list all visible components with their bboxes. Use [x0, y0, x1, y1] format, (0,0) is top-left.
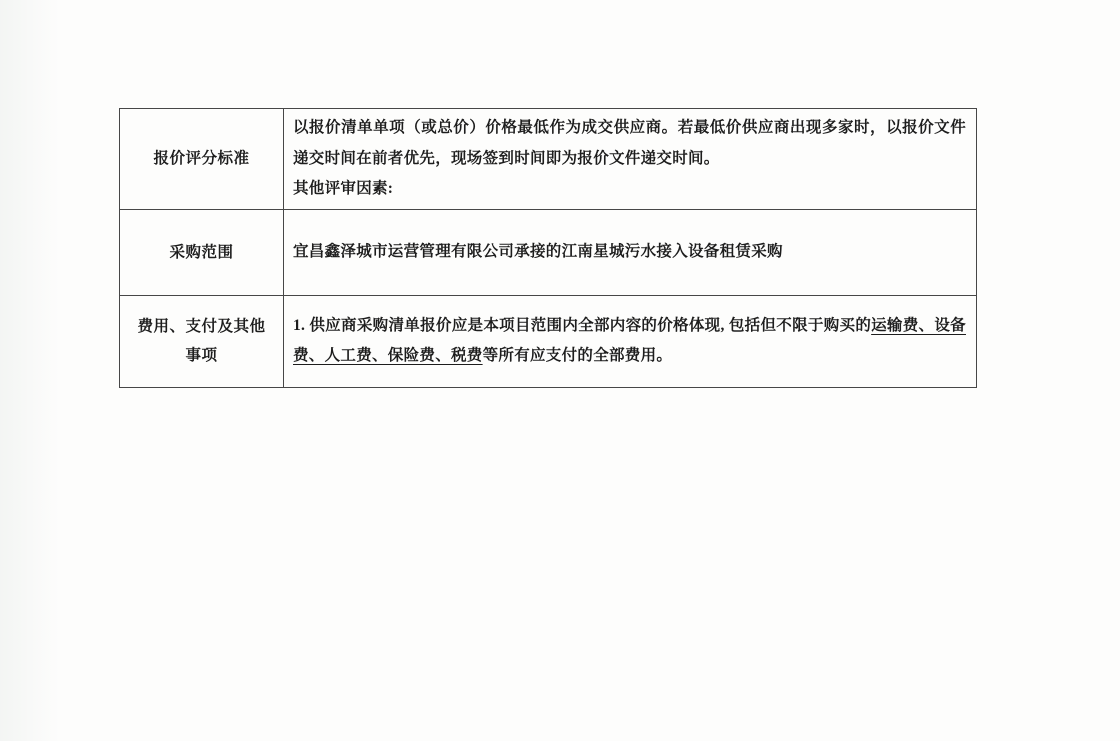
table-row-procurement-scope	[120, 209, 977, 295]
procurement-info-table	[119, 108, 977, 388]
row-content-procurement-scope	[284, 209, 977, 295]
underlined-fee-terms: 运输费、设备费、人工费、保险费、税费	[293, 316, 966, 364]
fees-payment-paragraph	[293, 311, 966, 372]
table-row-fees-payment	[120, 295, 977, 387]
scan-edge-shading	[0, 0, 60, 741]
plain-text-run: 1. 供应商采购清单报价应是本项目范围内全部内容的价格体现, 包括但不限于购买的	[293, 316, 872, 334]
other-review-factors-line: 其他评审因素:	[293, 180, 394, 197]
procurement-scope-paragraph: 宜昌鑫泽城市运营管理有限公司承接的江南星城污水接入设备租赁采购	[293, 242, 783, 260]
row-content-fees-payment	[284, 295, 977, 387]
plain-text-run: 等所有应支付的全部费用。	[482, 347, 673, 364]
row-content-quotation-scoring	[284, 109, 977, 210]
row-label-procurement-scope: 采购范围	[120, 209, 284, 295]
quotation-scoring-paragraph: 以报价清单单项（或总价）价格最低作为成交供应商。若最低价供应商出现多家时，以报价文件递交时间在前者优先，现场签到时间即为报价文件递交时间。	[293, 119, 966, 167]
row-label-quotation-scoring: 报价评分标准	[120, 109, 284, 210]
row-label-fees-payment: 费用、支付及其他事项	[120, 295, 284, 387]
table-row-quotation-scoring	[120, 109, 977, 210]
